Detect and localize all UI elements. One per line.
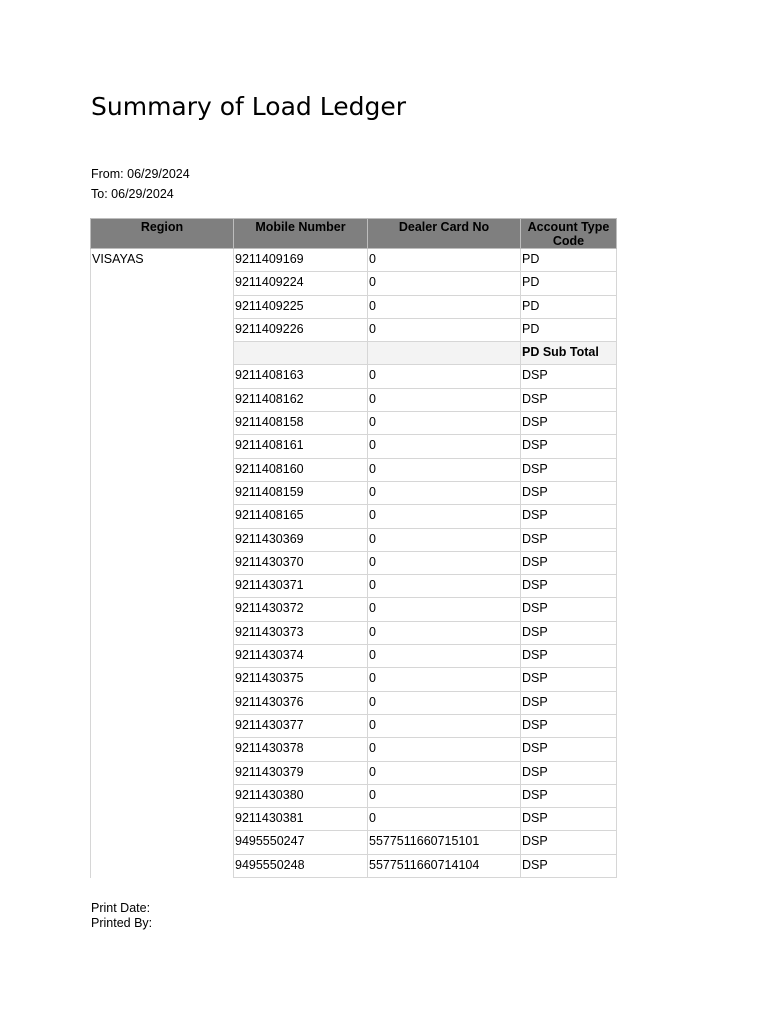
column-header-mobile-number: Mobile Number (234, 219, 368, 249)
column-header-dealer-card-no: Dealer Card No (368, 219, 521, 249)
to-label: To: (91, 187, 108, 201)
mobile-number-cell: 9211409169 (234, 249, 368, 272)
account-type-cell: DSP (521, 551, 617, 574)
column-header-account-type-code: Account Type Code (521, 219, 617, 249)
account-type-cell: PD (521, 318, 617, 341)
printed-by-label: Printed By: (91, 916, 153, 930)
account-type-cell: DSP (521, 761, 617, 784)
dealer-card-cell: 5577511660714104 (368, 854, 521, 877)
account-type-cell: DSP (521, 784, 617, 807)
dealer-card-cell: 0 (368, 621, 521, 644)
region-cell: VISAYAS (91, 249, 234, 878)
dealer-card-cell: 0 (368, 435, 521, 458)
column-header-region: Region (91, 219, 234, 249)
mobile-number-cell: 9211430379 (234, 761, 368, 784)
mobile-number-cell: 9211430376 (234, 691, 368, 714)
mobile-number-cell: 9211408162 (234, 388, 368, 411)
account-type-cell: DSP (521, 481, 617, 504)
from-date: 06/29/2024 (127, 167, 190, 181)
account-type-cell: DSP (521, 365, 617, 388)
dealer-card-cell: 0 (368, 528, 521, 551)
account-type-cell: DSP (521, 435, 617, 458)
mobile-number-cell: 9211430374 (234, 645, 368, 668)
subtotal-label: PD Sub Total (521, 342, 617, 365)
mobile-number-cell: 9211430375 (234, 668, 368, 691)
dealer-card-cell: 0 (368, 249, 521, 272)
mobile-number-cell: 9211430369 (234, 528, 368, 551)
dealer-card-cell: 0 (368, 761, 521, 784)
account-type-cell: DSP (521, 831, 617, 854)
dealer-card-cell: 0 (368, 505, 521, 528)
mobile-number-cell: 9495550247 (234, 831, 368, 854)
report-footer (91, 901, 152, 931)
account-type-cell: DSP (521, 388, 617, 411)
account-type-cell: DSP (521, 714, 617, 737)
dealer-card-cell: 0 (368, 295, 521, 318)
mobile-number-cell: 9211430380 (234, 784, 368, 807)
header-row (91, 219, 617, 249)
dealer-card-cell: 0 (368, 272, 521, 295)
account-type-cell: DSP (521, 412, 617, 435)
date-range (91, 164, 190, 204)
account-type-cell: PD (521, 272, 617, 295)
mobile-number-cell: 9211430371 (234, 575, 368, 598)
dealer-card-cell: 0 (368, 691, 521, 714)
account-type-cell: DSP (521, 598, 617, 621)
account-type-cell: DSP (521, 738, 617, 761)
from-line (91, 164, 190, 184)
account-type-cell: DSP (521, 645, 617, 668)
table-row (91, 249, 617, 272)
subtotal-empty-cell (368, 342, 521, 365)
mobile-number-cell: 9211430378 (234, 738, 368, 761)
report-title: Summary of Load Ledger (91, 92, 406, 121)
dealer-card-cell: 0 (368, 551, 521, 574)
mobile-number-cell: 9211409226 (234, 318, 368, 341)
dealer-card-cell: 0 (368, 412, 521, 435)
ledger-table (90, 218, 617, 878)
mobile-number-cell: 9211430373 (234, 621, 368, 644)
mobile-number-cell: 9211409225 (234, 295, 368, 318)
account-type-cell: DSP (521, 505, 617, 528)
dealer-card-cell: 0 (368, 714, 521, 737)
mobile-number-cell: 9211408163 (234, 365, 368, 388)
to-date: 06/29/2024 (111, 187, 174, 201)
mobile-number-cell: 9495550248 (234, 854, 368, 877)
account-type-cell: DSP (521, 458, 617, 481)
to-line (91, 184, 190, 204)
dealer-card-cell: 0 (368, 575, 521, 598)
account-type-cell: DSP (521, 528, 617, 551)
ledger-body (91, 249, 617, 878)
account-type-cell: PD (521, 249, 617, 272)
account-type-cell: DSP (521, 575, 617, 598)
mobile-number-cell: 9211430372 (234, 598, 368, 621)
dealer-card-cell: 0 (368, 598, 521, 621)
mobile-number-cell: 9211408159 (234, 481, 368, 504)
mobile-number-cell: 9211409224 (234, 272, 368, 295)
account-type-cell: DSP (521, 808, 617, 831)
account-type-cell: DSP (521, 691, 617, 714)
account-type-cell: DSP (521, 668, 617, 691)
mobile-number-cell: 9211408158 (234, 412, 368, 435)
from-label: From: (91, 167, 124, 181)
account-type-cell: PD (521, 295, 617, 318)
mobile-number-cell: 9211408165 (234, 505, 368, 528)
mobile-number-cell: 9211408160 (234, 458, 368, 481)
dealer-card-cell: 5577511660715101 (368, 831, 521, 854)
dealer-card-cell: 0 (368, 784, 521, 807)
account-type-cell: DSP (521, 854, 617, 877)
subtotal-empty-cell (234, 342, 368, 365)
dealer-card-cell: 0 (368, 388, 521, 411)
mobile-number-cell: 9211430377 (234, 714, 368, 737)
dealer-card-cell: 0 (368, 808, 521, 831)
print-date-label: Print Date: (91, 901, 151, 915)
mobile-number-cell: 9211430370 (234, 551, 368, 574)
dealer-card-cell: 0 (368, 365, 521, 388)
dealer-card-cell: 0 (368, 738, 521, 761)
dealer-card-cell: 0 (368, 318, 521, 341)
dealer-card-cell: 0 (368, 645, 521, 668)
mobile-number-cell: 9211408161 (234, 435, 368, 458)
dealer-card-cell: 0 (368, 668, 521, 691)
account-type-cell: DSP (521, 621, 617, 644)
dealer-card-cell: 0 (368, 458, 521, 481)
mobile-number-cell: 9211430381 (234, 808, 368, 831)
dealer-card-cell: 0 (368, 481, 521, 504)
